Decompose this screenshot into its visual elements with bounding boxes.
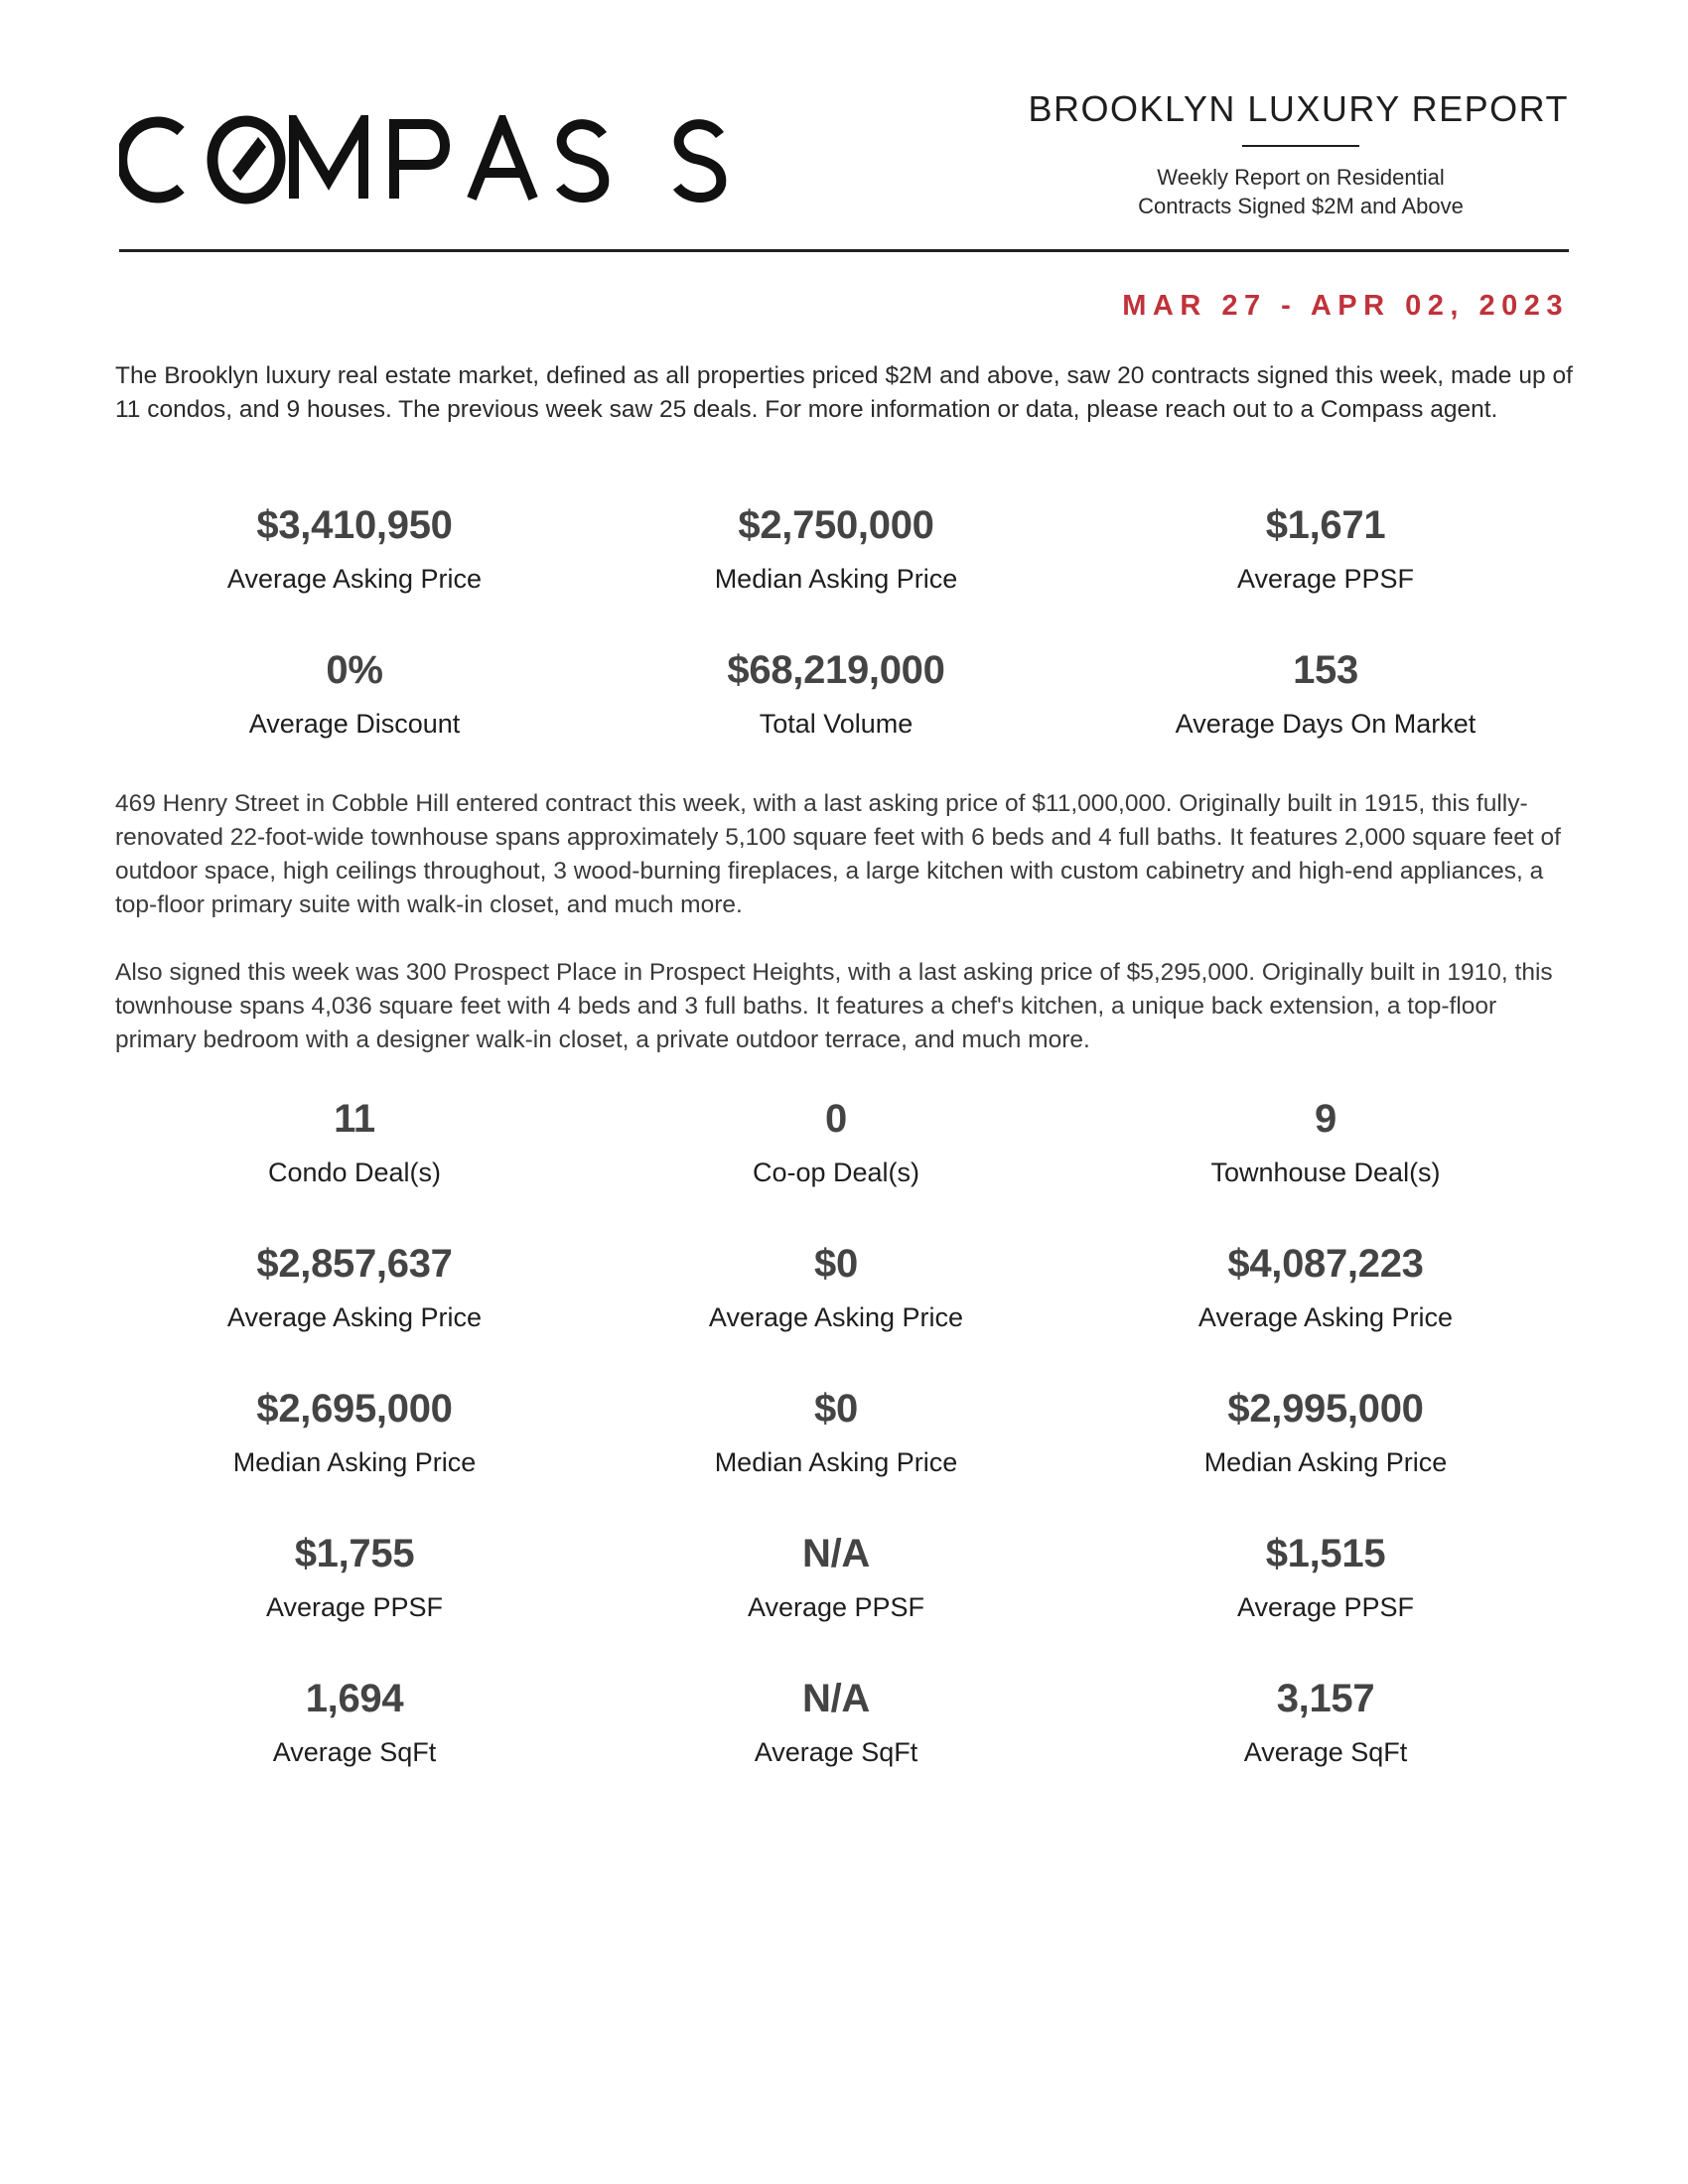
stat-coop-average-ppsf <box>590 1531 1082 1676</box>
stat-value: N/A <box>802 1677 870 1720</box>
stat-value: $0 <box>814 1387 858 1431</box>
stat-condo-average-sqft <box>119 1676 590 1821</box>
date-range: MAR 27 - APR 02, 2023 <box>1122 290 1569 322</box>
stat-condo-median-asking-price <box>119 1386 590 1531</box>
summary-stats-grid <box>119 502 1569 792</box>
stat-value: 11 <box>334 1097 375 1141</box>
stat-label: Average SqFt <box>272 1737 437 1767</box>
stat-coop-median-asking-price <box>590 1386 1082 1531</box>
stat-townhouse-average-ppsf <box>1082 1531 1569 1676</box>
intro-paragraph: The Brooklyn luxury real estate market, defined as all properties priced $2M and above, saw 20 contracts signed this week, made up of 11 condos, and 9 houses. The previous week saw 25 deals. For more information or data, please reach out to a Compass agent. <box>115 362 1573 423</box>
stat-label: Average Asking Price <box>1197 1302 1454 1332</box>
stat-coop-average-asking-price <box>590 1241 1082 1386</box>
stat-label: Condo Deal(s) <box>267 1158 442 1187</box>
stat-condo-average-ppsf <box>119 1531 590 1676</box>
stat-label: Average Days On Market <box>1175 709 1477 739</box>
stat-average-days-on-market <box>1082 647 1569 792</box>
stat-coop-deals <box>590 1096 1082 1241</box>
stat-label: Median Asking Price <box>1203 1447 1448 1477</box>
report-header <box>1003 87 1569 131</box>
stat-value: $0 <box>814 1242 858 1286</box>
stat-label: Average SqFt <box>1243 1737 1408 1767</box>
compass-slash <box>232 137 266 181</box>
stat-label: Co-op Deal(s) <box>752 1158 920 1187</box>
report-subtitle-block <box>1082 139 1519 220</box>
compass-wordmark-icon <box>119 115 737 205</box>
stat-value: $68,219,000 <box>727 648 945 692</box>
property-type-stats-grid <box>119 1096 1569 1821</box>
stat-median-asking-price <box>590 502 1082 647</box>
stat-coop-average-sqft <box>590 1676 1082 1821</box>
stat-value: $2,857,637 <box>256 1242 453 1286</box>
stat-label: Average Discount <box>248 709 461 739</box>
stat-label: Townhouse Deal(s) <box>1210 1158 1441 1187</box>
report-subtitle-line-1: Weekly Report on Residential <box>1157 165 1445 190</box>
report-subtitle-line-2: Contracts Signed $2M and Above <box>1138 194 1464 218</box>
stat-value: $1,755 <box>294 1532 415 1575</box>
stat-label: Average Asking Price <box>226 1302 483 1332</box>
stat-value: $1,671 <box>1265 503 1386 547</box>
stat-townhouse-average-asking-price <box>1082 1241 1569 1386</box>
stat-label: Average PPSF <box>747 1592 925 1622</box>
stat-label: Average Asking Price <box>708 1302 964 1332</box>
stat-value: N/A <box>802 1532 870 1575</box>
highlight-paragraph-1: 469 Henry Street in Cobble Hill entered contract this week, with a last asking price of $11,000,000. Originally built in 1915, this fully-renovated 22-foot-wide townhouse spans approximately 5,100 square feet with 6 beds and 4 full baths. It features 2,000 square feet of outdoor space, high ceilings throughout, 3 wood-burning fireplaces, a large kitchen with custom cabinetry and high-end appliances, a top-floor primary suite with walk-in closet, and much more. <box>115 790 1561 918</box>
stat-value: 1,694 <box>305 1677 404 1720</box>
stat-townhouse-deals <box>1082 1096 1569 1241</box>
stat-average-discount <box>119 647 590 792</box>
stat-label: Median Asking Price <box>232 1447 477 1477</box>
stat-value: 0 <box>825 1097 847 1141</box>
stat-condo-average-asking-price <box>119 1241 590 1386</box>
stat-label: Average PPSF <box>1236 1592 1415 1622</box>
stat-label: Average PPSF <box>265 1592 444 1622</box>
stat-label: Total Volume <box>759 709 914 739</box>
header-divider <box>119 249 1569 252</box>
stat-label: Median Asking Price <box>714 1447 958 1477</box>
stat-condo-deals <box>119 1096 590 1241</box>
stat-value: $4,087,223 <box>1227 1242 1424 1286</box>
report-title: BROOKLYN LUXURY REPORT <box>1028 88 1569 129</box>
stat-label: Average Asking Price <box>226 564 483 594</box>
stat-label: Median Asking Price <box>714 564 958 594</box>
stat-label: Average SqFt <box>754 1737 918 1767</box>
stat-average-ppsf <box>1082 502 1569 647</box>
stat-total-volume <box>590 647 1082 792</box>
stat-value: $1,515 <box>1265 1532 1386 1575</box>
stat-value: 0% <box>326 648 383 692</box>
stat-townhouse-median-asking-price <box>1082 1386 1569 1531</box>
stat-value: 9 <box>1315 1097 1336 1141</box>
stat-value: 153 <box>1293 648 1358 692</box>
stat-average-asking-price <box>119 502 590 647</box>
title-divider <box>1242 145 1359 147</box>
stat-townhouse-average-sqft <box>1082 1676 1569 1821</box>
highlight-paragraph-2: Also signed this week was 300 Prospect Place in Prospect Heights, with a last asking price of $5,295,000. Originally built in 1910, this townhouse spans 4,036 square feet with 4 beds and 3 full baths. It features a chef's kitchen, a unique back extension, a top-floor primary bedroom with a designer walk-in closet, a private outdoor terrace, and much more. <box>115 959 1553 1053</box>
compass-logo <box>119 115 737 205</box>
stat-value: 3,157 <box>1276 1677 1375 1720</box>
stat-value: $3,410,950 <box>256 503 453 547</box>
stat-value: $2,750,000 <box>738 503 934 547</box>
stat-value: $2,695,000 <box>256 1387 453 1431</box>
stat-label: Average PPSF <box>1236 564 1415 594</box>
stat-value: $2,995,000 <box>1227 1387 1424 1431</box>
